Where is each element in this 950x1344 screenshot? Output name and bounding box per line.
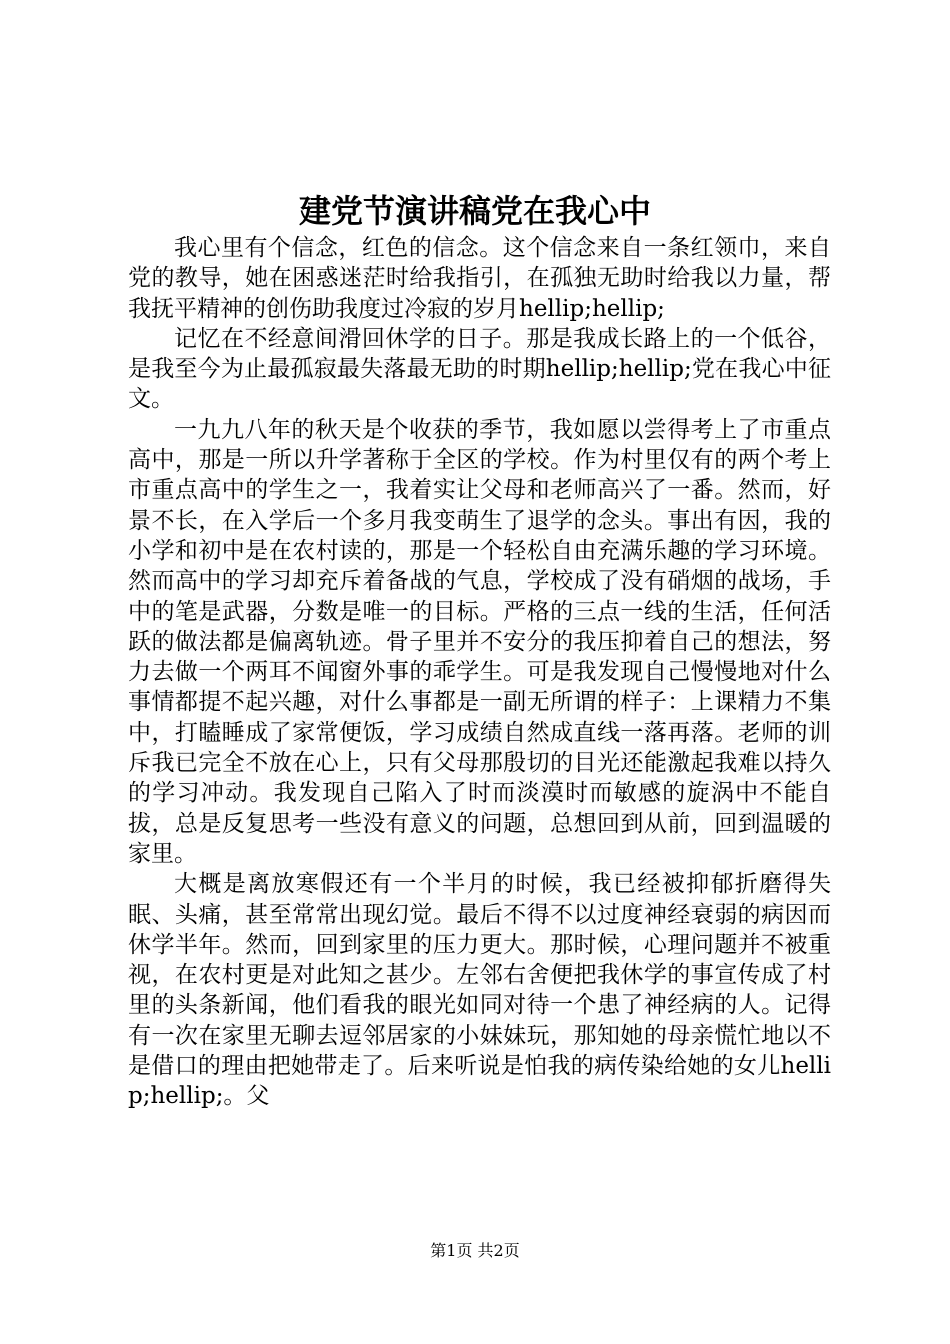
document-body (128, 233, 831, 1112)
paragraph-4: 大概是离放寒假还有一个半月的时候，我已经被抑郁折磨得失眠、头痛，甚至常常出现幻觉。最后不得不以过度神经衰弱的病因而休学半年。然而，回到家里的压力更大。那时候，心理问题并不被重视，在农村更是对此知之甚少。左邻右舍便把我休学的事宣传成了村里的头条新闻，他们看我的眼光如同对待一个患了神经病的人。记得有一次在家里无聊去逗邻居家的小妹妹玩，那知她的母亲慌忙地以不是借口的理由把她带走了。后来听说是怕我的病传染给她的女儿hellip;hellip;。父 (128, 871, 831, 1110)
page-footer: 第1页 共2页 (430, 1241, 520, 1260)
paragraph-1: 我心里有个信念，红色的信念。这个信念来自一条红领巾，来自党的教导，她在困惑迷茫时给我指引，在孤独无助时给我以力量，帮我抚平精神的创伤助我度过冷寂的岁月hellip;hellip; (128, 235, 831, 322)
document-title: 建党节演讲稿党在我心中 (298, 192, 651, 230)
paragraph-2: 记忆在不经意间滑回休学的日子。那是我成长路上的一个低谷，是我至今为止最孤寂最失落最无助的时期hellip;hellip;党在我心中征文。 (128, 325, 831, 413)
paragraph-3: 一九九八年的秋天是个收获的季节，我如愿以尝得考上了市重点高中，那是一所以升学著称于全区的学校。作为村里仅有的两个考上市重点高中的学生之一，我着实让父母和老师高兴了一番。然而，好景不长，在入学后一个多月我变萌生了退学的念头。事出有因，我的小学和初中是在农村读的，那是一个轻松自由充满乐趣的学习环境。然而高中的学习却充斥着备战的气息，学校成了没有硝烟的战场，手中的笔是武器，分数是唯一的目标。严格的三点一线的生活，任何活跃的做法都是偏离轨迹。骨子里并不安分的我压抑着自己的想法，努力去做一个两耳不闻窗外事的乖学生。可是我发现自己慢慢地对什么事情都提不起兴趣，对什么事都是一副无所谓的样子：上课精力不集中，打瞌睡成了家常便饭，学习成绩自然成直线一落再落。老师的训斥我已完全不放在心上，只有父母那殷切的目光还能激起我难以持久的学习冲动。我发现自己陷入了时而淡漠时而敏感的旋涡中不能自拔，总是反复思考一些没有意义的问题，总想回到从前，回到温暖的家里。 (128, 416, 831, 867)
